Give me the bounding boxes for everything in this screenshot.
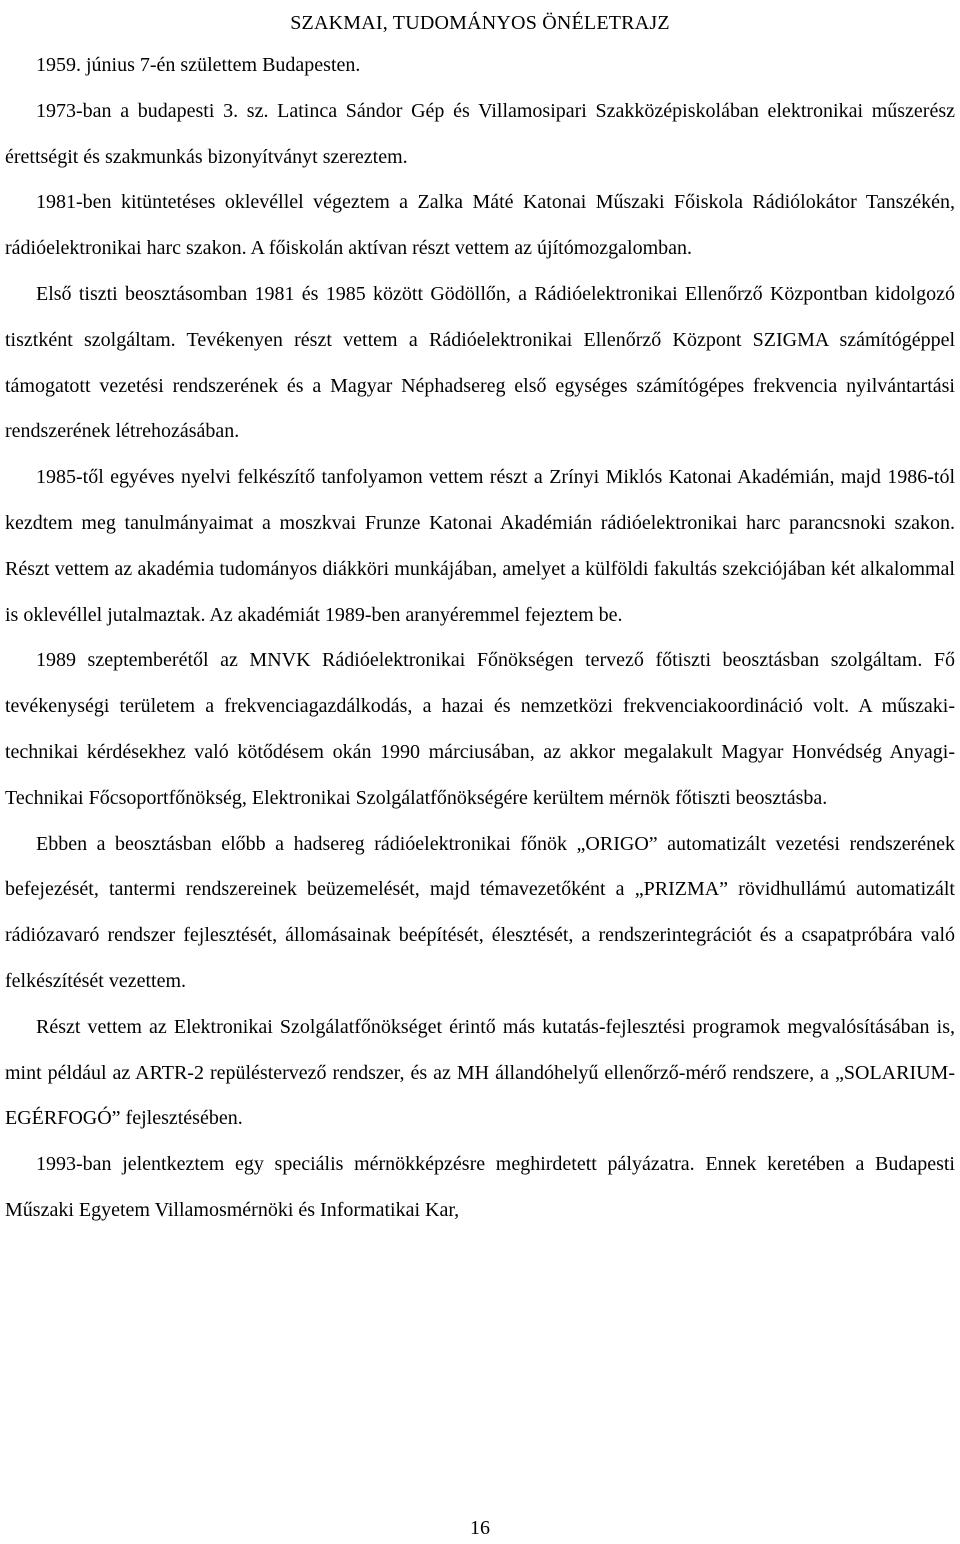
paragraph-college: 1981-ben kitüntetéses oklevéllel végeztem a Zalka Máté Katonai Műszaki Főiskola Rádiólokátor Tanszékén, rádióelektronikai harc szakon. A főiskolán aktívan részt vettem az újítómozgalomban. <box>5 191 955 260</box>
paragraph-first-post: Első tiszti beosztásomban 1981 és 1985 között Gödöllőn, a Rádióelektronikai Ellenőrző Központban kidolgozó tisztként szolgáltam. Tevékenyen részt vettem a Rádióelektronikai Ellenőrző Központ SZIGMA számítógéppel támogatott vezetési rendszerének és a Magyar Néphadsereg első egységes számítógépes frekvencia nyilvántartási rendszerének létrehozásában. <box>5 282 955 443</box>
paragraph-academy: 1985-től egyéves nyelvi felkészítő tanfolyamon vettem részt a Zrínyi Miklós Katonai Akadémián, majd 1986-tól kezdtem meg tanulmányaimat a moszkvai Frunze Katonai Akadémián rádióelektronikai harc parancsnoki szakon. Részt vettem az akadémia tudományos diákköri munkájában, amelyet a külföldi fakultás szekciójában két alkalommal is oklevéllel jutalmaztak. Az akadémiát 1989-ben aranyéremmel fejeztem be. <box>5 466 955 626</box>
paragraph-engineering-training: 1993-ban jelentkeztem egy speciális mérnökképzésre meghirdetett pályázatra. Ennek keretében a Budapesti Műszaki Egyetem Villamosmérnöki és Informatikai Kar, <box>5 1153 955 1221</box>
paragraph-rnd-programs: Részt vettem az Elektronikai Szolgálatfőnökséget érintő más kutatás-fejlesztési programok megvalósításában is, mint például az ARTR-2 repüléstervező rendszer, és az MH állandóhelyű ellenőrző-mérő rendszere, a „SOLARIUM-EGÉRFOGÓ” fejlesztésében. <box>5 1015 955 1130</box>
page-title: SZAKMAI, TUDOMÁNYOS ÖNÉLETRAJZ <box>290 12 670 34</box>
paragraph-mnvk: 1989 szeptemberétől az MNVK Rádióelektronikai Főnökségen tervező főtiszti beosztásban szolgáltam. Fő tevékenységi területem a frekvenciagazdálkodás, a hazai és nemzetközi frekvenciakoordináció volt. A műszaki-technikai kérdésekhez való kötődésem okán 1990 márciusában, az akkor megalakult Magyar Honvédség Anyagi-Technikai Főcsoportfőnökség, Elektronikai Szolgálatfőnökségére kerültem mérnök főtiszti beosztásba. <box>5 649 955 809</box>
paragraph-secondary-school: 1973-ban a budapesti 3. sz. Latinca Sándor Gép és Villamosipari Szakközépiskolában elektronikai műszerész érettségit és szakmunkás bizonyítványt szereztem. <box>5 99 955 168</box>
paragraph-birth: 1959. június 7-én születtem Budapesten. <box>36 54 361 76</box>
paragraph-origo-prizma: Ebben a beosztásban előbb a hadsereg rádióelektronikai főnök „ORIGO” automatizált vezetési rendszerének befejezését, tantermi rendszereinek beüzemelését, majd témavezetőként a „PRIZMA” rövidhullámú automatizált rádiózavaró rendszer fejlesztését, állomásainak beépítését, élesztését, a rendszerintegrációt és a csapatpróbára való felkészítését vezettem. <box>5 832 955 992</box>
page-number: 16 <box>470 1517 490 1539</box>
